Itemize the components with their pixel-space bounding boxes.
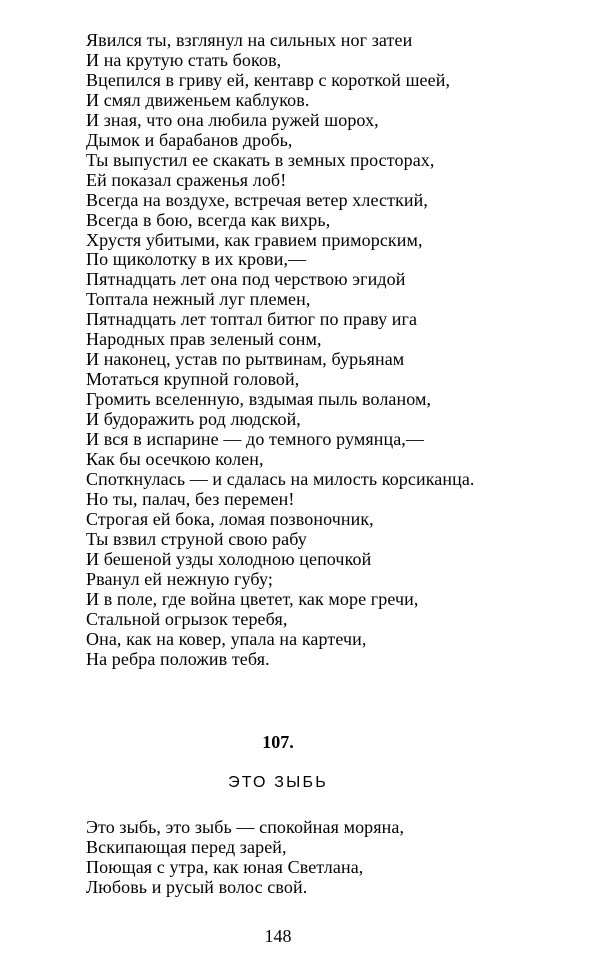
poem-line: И зная, что она любила ружей шорох,: [86, 109, 379, 130]
poem-line: Хрустя убитыми, как гравием приморским,: [86, 229, 423, 250]
poem-line: Вскипающая перед зарей,: [86, 836, 287, 857]
poem-line: И бешеной узды холодною цепочкой: [86, 548, 372, 569]
poem-line: Любовь и русый волос свой.: [86, 876, 308, 897]
poem-line: Громить вселенную, вздымая пыль воланом,: [86, 389, 432, 410]
poem-continuation: [86, 31, 475, 670]
poem-line: Вцепился в гриву ей, кентавр с короткой шеей,: [86, 69, 451, 90]
poem-line: Пятнадцать лет она под черствою эгидой: [86, 269, 406, 290]
poem-line: Как бы осечкою колен,: [86, 449, 264, 470]
poem-line: И в поле, где война цветет, как море гречи,: [86, 588, 419, 609]
poem-line: Явился ты, взглянул на сильных ног затеи: [86, 30, 413, 50]
poem-line: Поющая с утра, как юная Светлана,: [86, 856, 364, 877]
poem-line: Стальной огрызок теребя,: [86, 608, 288, 629]
poem-line: Рванул ей нежную губу;: [86, 568, 273, 589]
poem-line: Всегда на воздухе, встречая ветер хлесткий,: [86, 189, 428, 210]
poem-line: И наконец, устав по рытвинам, бурьянам: [86, 349, 405, 370]
poem-title: ЭТО ЗЫБЬ: [228, 774, 328, 791]
poem-line: Мотаться крупной головой,: [86, 369, 300, 390]
poem-number: 107.: [262, 732, 294, 752]
poem-line: На ребра положив тебя.: [86, 648, 270, 669]
page-number: 148: [264, 926, 292, 946]
poem-line: Народных прав зеленый сонм,: [86, 329, 322, 350]
poem-line: Дымок и барабанов дробь,: [86, 129, 293, 150]
poem-line: Пятнадцать лет топтал битюг по праву ига: [86, 309, 418, 330]
poem-line: Ты взвил струной свою рабу: [86, 528, 307, 549]
poem-line: Но ты, палач, без перемен!: [86, 488, 295, 509]
poem-line: И вся в испарине — до темного румянца,—: [86, 429, 424, 450]
poem-line: Ей показал сраженья лоб!: [86, 169, 287, 190]
poem-line: Топтала нежный луг племен,: [86, 289, 311, 310]
poem-line: Ты выпустил ее скакать в земных просторах,: [86, 149, 435, 170]
poem-line: По щиколотку в их крови,—: [86, 249, 307, 270]
poem-line: И смял движеньем каблуков.: [86, 89, 310, 110]
poem-line: И на крутую стать боков,: [86, 49, 282, 70]
next-poem-stanza: [86, 818, 404, 898]
poem-line: И будоражить род людской,: [86, 409, 301, 430]
poem-line: Строгая ей бока, ломая позвоночник,: [86, 508, 374, 529]
poem-line: Споткнулась — и сдалась на милость корсиканца.: [86, 468, 475, 489]
poem-line: Всегда в бою, всегда как вихрь,: [86, 209, 331, 230]
poem-line: Это зыбь, это зыбь — спокойная моряна,: [86, 817, 405, 837]
poem-line: Она, как на ковер, упала на картечи,: [86, 628, 367, 649]
